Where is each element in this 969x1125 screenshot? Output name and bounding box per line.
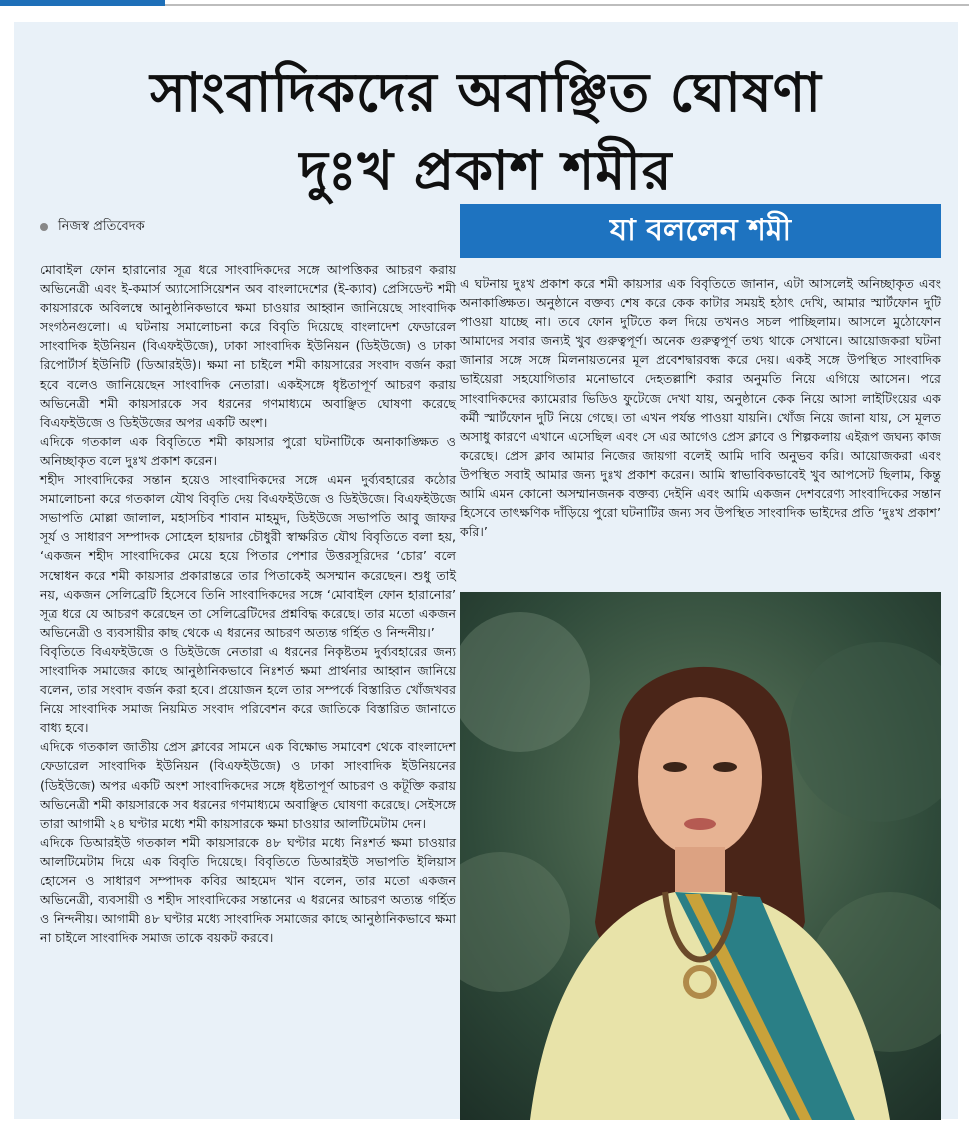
sidebar-heading: যা বললেন শমী — [460, 204, 941, 258]
top-rule — [0, 0, 969, 12]
main-article-body — [40, 260, 456, 947]
top-accent-bar — [0, 0, 165, 6]
headline-line-2: দুঃখ প্রকাশ শমীর — [299, 139, 673, 202]
article-paragraph: এদিকে গতকাল জাতীয় প্রেস ক্লাবের সামনে এক বিক্ষোভ সমাবেশ থেকে বাংলাদেশ ফেডারেল সাংবাদিক ইউনিয়ন (বিএফইউজে) ও ঢাকা সাংবাদিক ইউনিয়নের (ডিইউজে) অপর একটি অংশ সাংবাদিকদের সঙ্গে ধৃষ্টতাপূর্ণ আচরণ ও কটূক্তি করায় অভিনেত্রী শমী কায়সারকে সব ধরনের গণমাধ্যমে অবাঞ্ছিত ঘোষণা করেছে। সেইসঙ্গে তারা আগামী ২৪ ঘণ্টার মধ্যে শমী কায়সারকে ক্ষমা চাওয়ার আলটিমেটাম দেন। — [40, 739, 456, 831]
sidebar-body — [460, 274, 941, 541]
article-paragraph: এদিকে গতকাল এক বিবৃতিতে শমী কায়সার পুরো ঘটনাটিকে অনাকাঙ্ক্ষিত ও অনিচ্ছাকৃত বলে দুঃখ প্রকাশ করেন। — [40, 433, 456, 468]
portrait-image — [460, 592, 941, 1120]
bullet-icon — [40, 223, 48, 231]
top-divider — [165, 4, 969, 6]
byline-text: নিজস্ব প্রতিবেদক — [58, 219, 145, 234]
headline-line-1: সাংবাদিকদের অবাঞ্ছিত ঘোষণা — [150, 61, 822, 124]
portrait-photo — [460, 592, 941, 1120]
article-paragraph: মোবাইল ফোন হারানোর সূত্র ধরে সাংবাদিকদের সঙ্গে আপত্তিকর আচরণ করায় অভিনেত্রী এবং ই-কমার্স অ্যাসোসিয়েশন অব বাংলাদেশের (ই-ক্যাব) প্রেসিডেন্ট শমী কায়সারকে অবিলম্বে আনুষ্ঠানিকভাবে ক্ষমা চাওয়ার আহ্বান জানিয়েছে সাংবাদিক সংগঠনগুলো। এ ঘটনায় সমালোচনা করে বিবৃতি দিয়েছে বাংলাদেশ ফেডারেল সাংবাদিক ইউনিয়ন (বিএফইউজে), ঢাকা সাংবাদিক ইউনিয়ন (ডিইউজে) ও ঢাকা রিপোর্টার্স ইউনিটি (ডিআরইউ)। ক্ষমা না চাইলে শমী কায়সারের সংবাদ বর্জন করা হবে বলেও জানিয়েছেন সাংবাদিক নেতারা। একইসঙ্গে ধৃষ্টতাপূর্ণ আচরণ করায় অভিনেত্রী শমী কায়সারকে সব ধরনের গণমাধ্যমে অবাঞ্ছিত ঘোষণা করেছে বিএফইউজে ও ডিইউজের অপর একটি অংশ। — [40, 262, 456, 430]
article-panel — [14, 22, 958, 1119]
article-paragraph: বিবৃতিতে বিএফইউজে ও ডিইউজে নেতারা এ ধরনের নিকৃষ্টতম দুর্ব্যবহারের জন্য সাংবাদিক সমাজের কাছে আনুষ্ঠানিকভাবে নিঃশর্ত ক্ষমা প্রার্থনার আহ্বান জানিয়ে বলেন, তার সংবাদ বর্জন করা হবে। প্রয়োজন হলে তার সম্পর্কে বিস্তারিত খোঁজখবর নিয়ে সাংবাদিক সমাজ নিয়মিত সংবাদ পরিবেশন করে জাতিকে বিস্তারিত জানাতে বাধ্য হবে। — [40, 643, 456, 736]
byline — [40, 217, 145, 238]
article-paragraph: এদিকে ডিআরইউ গতকাল শমী কায়সারকে ৪৮ ঘণ্টার মধ্যে নিঃশর্ত ক্ষমা চাওয়ার আলটিমেটাম দিয়ে এক বিবৃতি দিয়েছে। বিবৃতিতে ডিআরইউ সভাপতি ইলিয়াস হোসেন ও সাধারণ সম্পাদক কবির আহমেদ খান বলেন, তার মতো একজন অভিনেত্রী, ব্যবসায়ী ও শহীদ সাংবাদিকের সন্তানের এ ধরনের আচরণ অত্যন্ত গর্হিত ও নিন্দনীয়। আগামী ৪৮ ঘণ্টার মধ্যে সাংবাদিক সমাজের কাছে আনুষ্ঠানিকভাবে ক্ষমা না চাইলে সাংবাদিক সমাজ তাকে বয়কট করবে। — [40, 834, 456, 946]
headline — [14, 54, 958, 210]
article-paragraph: শহীদ সাংবাদিকের সন্তান হয়েও সাংবাদিকদের সঙ্গে এমন দুর্ব্যবহারের কঠোর সমালোচনা করে গতকাল যৌথ বিবৃতি দেয় বিএফইউজে ও ডিইউজে। বিএফইউজে সভাপতি মোল্লা জালাল, মহাসচিব শাবান মাহমুদ, ডিইউজে সভাপতি আবু জাফর সূর্য ও সাধারণ সম্পাদক সোহেল হায়দার চৌধুরী স্বাক্ষরিত যৌথ বিবৃতিতে বলা হয়, ‘একজন শহীদ সাংবাদিকের মেয়ে হয়ে পিতার পেশার উত্তরসূরিদের ‘চোর’ বলে সম্বোধন করে শমী কায়সার প্রকারান্তরে তার পিতাকেই অসম্মান করেছেন। শুধু তাই নয়, একজন সেলিব্রেটি হিসেবে তিনি সাংবাদিকদের সঙ্গে ‘মোবাইল ফোন হারানোর’ সূত্র ধরে যে আচরণ করেছেন তা সেলিব্রেটিদের প্রশ্নবিদ্ধ করেছে। তার মতো একজন অভিনেত্রী ও ব্যবসায়ীর কাছ থেকে এ ধরনের আচরণ অত্যন্ত গর্হিত ও নিন্দনীয়।’ — [40, 472, 456, 640]
sidebar-paragraph: এ ঘটনায় দুঃখ প্রকাশ করে শমী কায়সার এক বিবৃতিতে জানান, এটা আসলেই অনিচ্ছাকৃত এবং অনাকাঙ্ক্ষিত। অনুষ্ঠানে বক্তব্য শেষ করে কেক কাটার সময়ই হঠাৎ দেখি, আমার স্মার্টফোন দুটি পাওয়া যাচ্ছে না। তবে ফোন দুটিতে কল দিয়ে তখনও সচল পাচ্ছিলাম। আসলে মুঠোফোন আমাদের সবার জন্যই খুব গুরুত্বপূর্ণ। অনেক গুরুত্বপূর্ণ তথ্য থাকে সেখানে। আয়োজকরা ঘটনা জানার সঙ্গে সঙ্গে মিলনায়তনের মূল প্রবেশদ্বারবন্ধ করে দেয়। একই সঙ্গে উপস্থিত সাংবাদিক ভাইয়েরা সহযোগিতার মনোভাবে দেহতল্লাশি করার অনুমতি নিয়ে এগিয়ে আসেন। পরে সাংবাদিকদের ক্যামেরার ভিডিও ফুটেজে দেখা যায়, অনুষ্ঠানে কেক নিয়ে আসা লাইটিংয়ের এক কর্মী স্মার্টফোন দুটি নিয়ে গেছে। তা এখন পর্যন্ত পাওয়া যায়নি। খোঁজ নিয়ে জানা যায়, সে মূলত অসাধু কারণে এখানে এসেছিল এবং সে এর আগেও প্রেস ক্লাবে ও শিল্পকলায় এইরূপ জঘন্য কাজ করেছে। প্রেস ক্লাব আমার নিজের জায়গা বলেই আমি দাবি অনুভব করি। আয়োজকরা এবং উপস্থিত সবাই আমার জন্য দুঃখ প্রকাশ করেন। আমি স্বাভাবিকভাবেই খুব আপসেট ছিলাম, কিন্তু আমি এমন কোনো অসম্মানজনক বক্তব্য দেইনি এবং আমি একজন দেশবরেণ্য সাংবাদিকের সন্তান হিসেবে তাৎক্ষণিক দাঁড়িয়ে পুরো ঘটনাটির জন্য সব উপস্থিত সাংবাদিক ভাইদের প্রতি ‘দুঃখ প্রকাশ’ করি।’ — [460, 276, 941, 540]
